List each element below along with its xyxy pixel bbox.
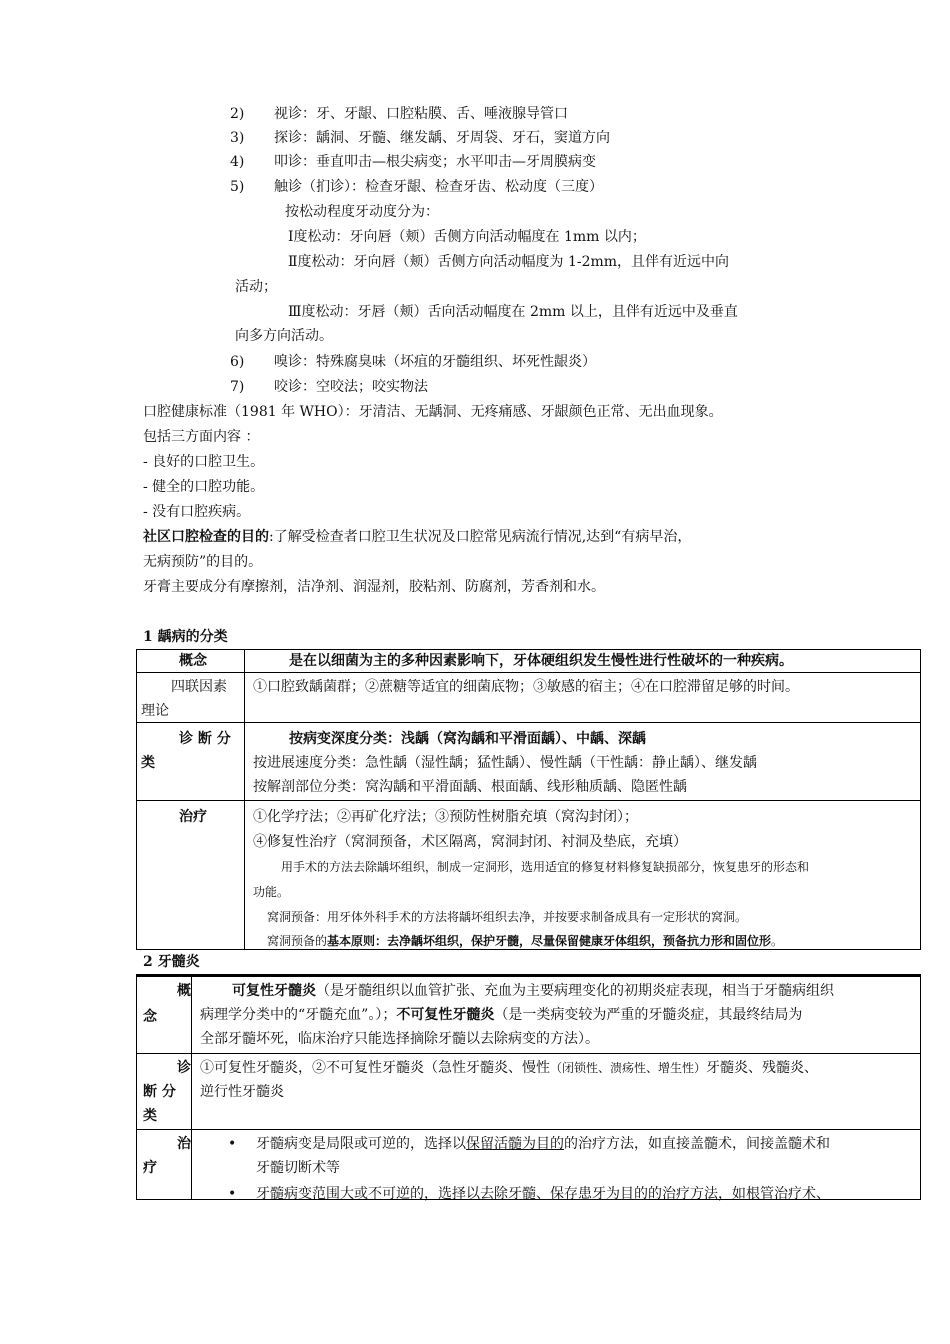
caries-concept-label-cell: [137, 650, 245, 672]
principle-end: 。: [771, 934, 784, 948]
caries-treatment-cell: [245, 801, 920, 949]
exam-item-text: 咬诊：空咬法；咬实物法: [274, 379, 428, 395]
treatment-text: 的治疗方法，如直接盖髓术，间接盖髓术和: [564, 1136, 830, 1152]
caries-treatment-row: [137, 800, 920, 949]
health-point: - 健全的口腔功能。: [143, 479, 265, 495]
treatment-text: 牙髓病变是局限或可逆的，选择以: [256, 1136, 466, 1152]
exam-item: [230, 177, 603, 197]
caries-concept-text: 是在以细菌为主的多种因素影响下，牙体硬组织发生慢性进行性破坏的一种疾病。: [289, 653, 793, 669]
pulpitis-treatment-line: [256, 1184, 830, 1204]
pulpitis-treatment-cell: [192, 1130, 920, 1202]
mobility-degree-2-cont: 活动；: [235, 279, 277, 295]
pulpitis-concept-label-cell: [137, 977, 192, 1053]
exam-item-text: 嗅诊：特殊腐臭味（坏疽的牙髓组织、坏死性龈炎）: [274, 354, 596, 370]
health-point: - 没有口腔疾病。: [143, 504, 251, 520]
caries-treatment-line: ①化学疗法；②再矿化疗法；③预防性树脂充填（窝沟封闭）；: [253, 809, 638, 825]
pulpitis-diagnosis-label: 诊: [177, 1060, 191, 1076]
bullet-icon: •: [228, 1136, 237, 1152]
caries-diagnosis-cell: [245, 723, 920, 800]
health-point: - 良好的口腔卫生。: [143, 454, 265, 470]
exam-item-number: 2): [230, 106, 245, 122]
health-standard: 口腔健康标准（1981 年 WHO）：牙清洁、无龋洞、无疼痛感、牙龈颜色正常、无出血现象。: [143, 404, 723, 420]
caries-diagnosis-line: 按病变深度分类：浅龋（窝沟龋和平滑面龋）、中龋、深龋: [289, 731, 646, 747]
irreversible-pulpitis-desc: （是一类病变较为严重的牙髓炎症，其最终结局为: [494, 1007, 803, 1023]
pulpitis-diagnosis-label-cell: [137, 1054, 192, 1129]
mobility-degree-3: Ⅲ度松动：牙唇（颊）舌向活动幅度在 2mm 以上，且伴有近远中及垂直: [288, 304, 738, 320]
caries-concept-label: 概念: [179, 653, 207, 669]
treatment-goal-underlined: 保留活髓为目的: [466, 1136, 564, 1152]
pulpitis-treatment-line-cont: 牙髓切断术等: [256, 1160, 340, 1176]
pulpitis-diagnosis-cell: [192, 1054, 920, 1129]
reversible-pulpitis-desc: （是牙髓组织以血管扩张、充血为主要病理变化的初期炎症表现，相当于牙髓病组织: [316, 983, 834, 999]
pulpitis-diagnosis-subtypes: （闭锁性、溃疡性、增生性）: [550, 1061, 707, 1075]
exam-item-number: 5): [230, 179, 245, 195]
pulpitis-treatment-line: [256, 1134, 830, 1154]
toothpaste-text: 牙膏主要成分有摩擦剂，洁净剂、润湿剂，胶粘剂、防腐剂，芳香剂和水。: [143, 579, 605, 595]
pulpitis-diagnosis-text: ①可复性牙髓炎，②不可复性牙髓炎（急性牙髓炎、慢性: [200, 1060, 550, 1076]
pulpitis-concept-row: [137, 977, 920, 1053]
pulpitis-table: [136, 974, 921, 1200]
pulpitis-concept-label: 概: [177, 983, 191, 999]
exam-item-text: 叩诊：垂直叩击—根尖病变；水平叩击—牙周膜病变: [274, 154, 596, 170]
caries-diagnosis-line: 按进展速度分类：急性龋（湿性龋；猛性龋）、慢性龋（干性龋：静止龋）、继发龋: [253, 755, 757, 771]
exam-item: [230, 152, 596, 172]
pulpitis-diagnosis-line: 逆行性牙髓炎: [200, 1084, 284, 1100]
exam-item: [230, 352, 596, 372]
pulpitis-diagnosis-label-cont: 断 分: [143, 1084, 176, 1100]
health-includes: 包括三方面内容 ：: [143, 429, 260, 445]
caries-theory-row: [137, 672, 920, 722]
reversible-pulpitis-term: 可复性牙髓炎: [232, 983, 316, 999]
pulpitis-concept-text: 病理学分类中的“牙髓充血”。）；: [200, 1007, 397, 1023]
mobility-degree-1: Ⅰ度松动：牙向唇（颊）舌侧方向活动幅度在 1mm 以内；: [288, 229, 646, 245]
treatment-goal-underlined: 去除牙髓、保存患牙为目的: [480, 1186, 648, 1202]
treatment-text: 牙髓病变范围大或不可逆的，选择以: [256, 1186, 480, 1202]
caries-concept-row: [137, 650, 920, 672]
principle-bold: 基本原则：去净龋坏组织，保护牙髓，尽量保留健康牙体组织，预备抗力形和固位形: [327, 934, 772, 948]
exam-item-number: 3): [230, 130, 245, 146]
caries-theory-label: 四联因素: [171, 679, 227, 695]
exam-item-text: 探诊：龋洞、牙髓、继发龋、牙周袋、牙石，窦道方向: [274, 130, 610, 146]
pulpitis-concept-cell: [192, 977, 920, 1053]
mobility-degree-3-cont: 向多方向活动。: [235, 328, 333, 344]
caries-theory-text: ①口腔致龋菌群；②蔗糖等适宜的细菌底物；③敏感的宿主；④在口腔滞留足够的时间。: [253, 679, 799, 695]
caries-treatment-principle: [267, 931, 783, 951]
caries-treatment-label: 治疗: [179, 809, 207, 825]
caries-theory-cell: [245, 673, 920, 722]
community-text: :了解受检查者口腔卫生状况及口腔常见病流行情况,达到“有病早治，: [269, 529, 692, 545]
bullet-icon: •: [228, 1186, 237, 1202]
exam-item-number: 4): [230, 154, 245, 170]
pulpitis-concept-line: [200, 1005, 802, 1025]
community-label: 社区口腔检查的目的: [143, 529, 269, 545]
pulpitis-concept-label-cont: 念: [143, 1009, 157, 1025]
pulpitis-diagnosis-label-cont: 类: [143, 1108, 157, 1124]
caries-theory-label-cell: [137, 673, 245, 722]
irreversible-pulpitis-term: 不可复性牙髓炎: [396, 1007, 495, 1023]
caries-table: [136, 649, 921, 950]
community-check: [143, 527, 691, 547]
caries-treatment-line: 功能。: [253, 885, 290, 899]
pulpitis-treatment-label-cell: [137, 1130, 192, 1199]
pulpitis-treatment-label: 治: [177, 1136, 191, 1152]
caries-concept-cell: [245, 650, 920, 672]
caries-diagnosis-label-cont: 类: [141, 755, 155, 771]
community-check-cont: 无病预防”的目的。: [143, 554, 263, 570]
exam-item-number: 7): [230, 379, 245, 395]
exam-item: [230, 128, 610, 148]
treatment-text: 的治疗方法，如根管治疗术、: [648, 1186, 830, 1202]
exam-item: [230, 104, 568, 124]
pulpitis-diagnosis-text-end: 牙髓炎、残髓炎、: [706, 1060, 819, 1076]
caries-theory-label-cont: 理论: [141, 703, 169, 719]
principle-prefix: 窝洞预备的: [267, 934, 328, 948]
pulpitis-diagnosis-line: [200, 1058, 818, 1078]
pulpitis-concept-line: 全部牙髓坏死，临床治疗只能选择摘除牙髓以去除病变的方法）。: [200, 1031, 599, 1047]
exam-item: [230, 377, 428, 397]
mobility-intro: 按松动程度牙动度分为：: [285, 204, 439, 220]
pulpitis-treatment-row: [137, 1129, 920, 1202]
exam-item-text: 触诊（扪诊）：检查牙龈、检查牙齿、松动度（三度）: [274, 179, 603, 195]
pulpitis-concept-line: [232, 981, 834, 1001]
caries-diagnosis-label-cell: [137, 723, 245, 800]
caries-treatment-label-cell: [137, 801, 245, 949]
caries-treatment-line: 用手术的方法去除龋坏组织，制成一定洞形，选用适宜的修复材料修复缺损部分，恢复患牙的形态和: [281, 860, 810, 874]
caries-diagnosis-line: 按解剖部位分类：窝沟龋和平滑面龋、根面龋、线形釉质龋、隐匿性龋: [253, 779, 687, 795]
mobility-degree-2: Ⅱ度松动：牙向唇（颊）舌侧方向活动幅度为 1-2mm，且伴有近远中向: [288, 254, 730, 270]
pulpitis-section-title: 2 牙髓炎: [143, 954, 200, 970]
caries-diagnosis-row: [137, 722, 920, 800]
exam-item-text: 视诊：牙、牙龈、口腔粘膜、舌、唾液腺导管口: [274, 106, 568, 122]
pulpitis-treatment-label-cont: 疗: [143, 1160, 157, 1176]
pulpitis-diagnosis-row: [137, 1053, 920, 1129]
caries-treatment-line: ④修复性治疗（窝洞预备，术区隔离，窝洞封闭、衬洞及垫底，充填）: [253, 834, 687, 850]
caries-treatment-line: 窝洞预备：用牙体外科手术的方法将龋坏组织去净，并按要求制备成具有一定形状的窝洞。: [267, 910, 748, 924]
caries-section-title: 1 龋病的分类: [143, 629, 228, 645]
caries-diagnosis-label: 诊 断 分: [179, 731, 231, 747]
exam-item-number: 6): [230, 354, 245, 370]
